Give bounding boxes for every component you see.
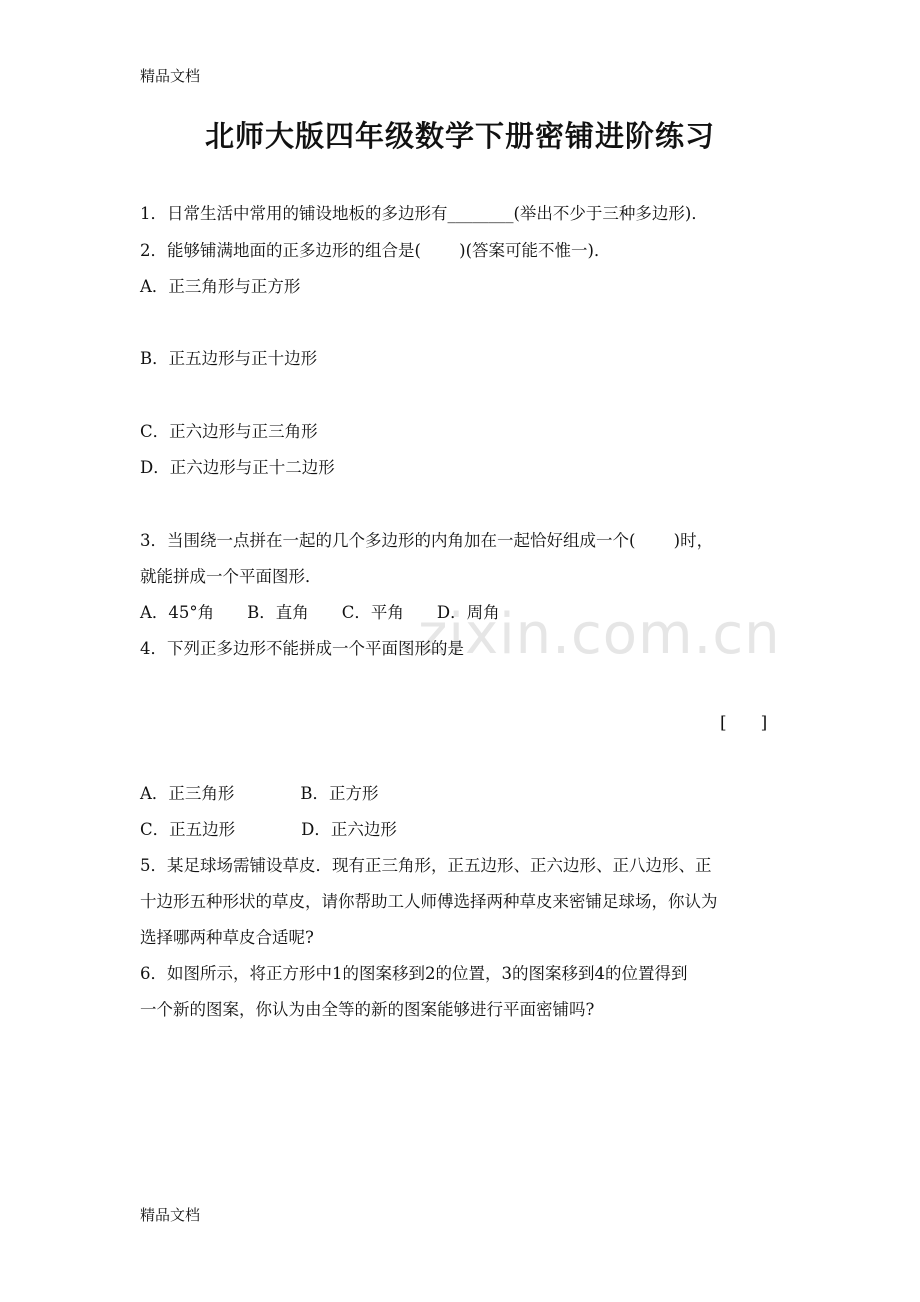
question-6-line-1: 6．如图所示，将正方形中1的图案移到2的位置，3的图案移到4的位置得到	[140, 964, 688, 983]
question-3-line-1: 3．当围绕一点拼在一起的几个多边形的内角加在一起恰好组成一个( )时，	[140, 531, 714, 550]
document-title: 北师大版四年级数学下册密铺进阶练习	[204, 119, 715, 153]
q2-option-b: B．正五边形与正十边形	[140, 349, 318, 368]
question-2: 2．能够铺满地面的正多边形的组合是( )(答案可能不惟一)．	[140, 241, 611, 260]
question-6-line-2: 一个新的图案，你认为由全等的新的图案能够进行平面密铺吗?	[140, 1000, 595, 1019]
question-5-line-1: 5．某足球场需铺设草皮．现有正三角形，正五边形、正六边形、正八边形、正	[140, 856, 712, 875]
question-4: 4．下列正多边形不能拼成一个平面图形的是	[140, 639, 464, 658]
header-label: 精品文档	[140, 67, 201, 85]
answer-bracket: [ ]	[720, 713, 768, 733]
q2-option-d: D．正六边形与正十二边形	[140, 458, 335, 477]
question-1: 1．日常生活中常用的铺设地板的多边形有________(举出不少于三种多边形)．	[140, 204, 708, 223]
q4-options-row-1: A．正三角形 B．正方形	[140, 784, 379, 803]
q4-options-row-2: C．正五边形 D．正六边形	[140, 820, 397, 839]
footer-label: 精品文档	[140, 1206, 201, 1224]
question-3-line-2: 就能拼成一个平面图形．	[140, 567, 322, 586]
question-5-line-2: 十边形五种形状的草皮，请你帮助工人师傅选择两种草皮来密铺足球场，你认为	[140, 892, 718, 911]
q2-option-a: A．正三角形与正方形	[140, 277, 301, 296]
q2-option-c: C．正六边形与正三角形	[140, 422, 318, 441]
watermark-text: zixin.com.cn	[418, 602, 781, 667]
q3-options: A．45°角 B．直角 C．平角 D．周角	[140, 603, 500, 622]
question-5-line-3: 选择哪两种草皮合适呢?	[140, 928, 314, 947]
